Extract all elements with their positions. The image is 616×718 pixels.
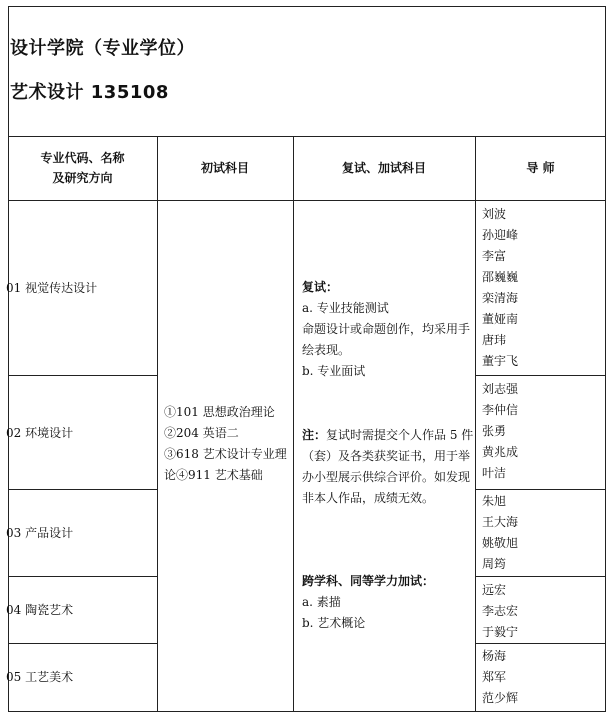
school-title: 设计学院（专业学位） bbox=[10, 38, 195, 59]
exam-line: ①101 思想政治理论 bbox=[164, 405, 275, 419]
dir-row-divider bbox=[8, 643, 157, 644]
header-code-line1: 专业代码、名称 bbox=[40, 151, 125, 165]
note-line: 复试时需提交个人作品 5 件 bbox=[326, 428, 474, 442]
program-title: 艺术设计 135108 bbox=[10, 82, 169, 103]
tutor-name: 栾清海 bbox=[482, 291, 519, 305]
tutor-name: 郑军 bbox=[482, 670, 507, 684]
header-code-line2: 及研究方向 bbox=[52, 171, 113, 185]
retest-item: 绘表现。 bbox=[302, 343, 351, 357]
exam-line: 论④911 艺术基础 bbox=[164, 468, 263, 482]
header-code bbox=[8, 148, 157, 188]
dir-row-divider bbox=[8, 576, 157, 577]
tutor-name: 于毅宁 bbox=[482, 625, 519, 639]
tutor-row-divider bbox=[475, 643, 606, 644]
tutor-name: 邵巍巍 bbox=[482, 270, 519, 284]
tutor-list-1 bbox=[482, 204, 518, 372]
tutor-name: 孙迎峰 bbox=[482, 228, 519, 242]
tutor-list-3 bbox=[482, 491, 518, 575]
tutor-list-5 bbox=[482, 646, 518, 709]
tutor-name: 范少辉 bbox=[482, 691, 519, 705]
retest-item: b. 专业面试 bbox=[302, 364, 366, 378]
tutor-list-4 bbox=[482, 580, 518, 643]
header-initial: 初试科目 bbox=[200, 161, 249, 175]
direction-cell: 05 工艺美术 bbox=[6, 670, 74, 684]
initial-exam-cell bbox=[164, 402, 292, 486]
direction-cell: 02 环境设计 bbox=[6, 426, 74, 440]
tutor-row-divider bbox=[475, 576, 606, 577]
note-line: 办小型展示供综合评价。如发现 bbox=[302, 470, 471, 484]
tutor-name: 李仲信 bbox=[482, 403, 519, 417]
dir-row-divider bbox=[8, 489, 157, 490]
extra-heading: 跨学科、同等学力加试： bbox=[302, 574, 435, 588]
retest-heading: 复试： bbox=[302, 280, 339, 294]
note-label: 注： bbox=[302, 428, 327, 442]
header-retest: 复试、加试科目 bbox=[341, 161, 426, 175]
tutor-row-divider bbox=[475, 489, 606, 490]
col-divider-1 bbox=[157, 136, 158, 712]
dir-row-divider bbox=[8, 375, 157, 376]
tutor-name: 王大海 bbox=[482, 515, 519, 529]
tutor-name: 黄兆成 bbox=[482, 445, 519, 459]
col-divider-3 bbox=[475, 136, 476, 712]
header-tutor: 导 师 bbox=[526, 161, 555, 175]
tutor-name: 朱旭 bbox=[482, 494, 507, 508]
retest-item: 命题设计或命题创作，均采用手 bbox=[302, 322, 471, 336]
extra-item: b. 艺术概论 bbox=[302, 616, 366, 630]
table-top-border bbox=[8, 136, 606, 137]
tutor-name: 远宏 bbox=[482, 583, 507, 597]
tutor-name: 叶洁 bbox=[482, 466, 507, 480]
note-line: 非本人作品，成绩无效。 bbox=[302, 491, 435, 505]
direction-cell: 01 视觉传达设计 bbox=[6, 281, 98, 295]
tutor-name: 张勇 bbox=[482, 424, 507, 438]
direction-cell: 03 产品设计 bbox=[6, 526, 74, 540]
direction-cell: 04 陶瓷艺术 bbox=[6, 603, 74, 617]
col-divider-2 bbox=[293, 136, 294, 712]
tutor-name: 杨海 bbox=[482, 649, 507, 663]
note-line: （套）及各类获奖证书，用于举 bbox=[302, 449, 471, 463]
exam-line: ③618 艺术设计专业理 bbox=[164, 447, 287, 461]
tutor-list-2 bbox=[482, 379, 518, 484]
extra-exam-block bbox=[302, 571, 474, 634]
tutor-name: 董宇飞 bbox=[482, 354, 519, 368]
tutor-name: 李志宏 bbox=[482, 604, 519, 618]
header-bottom-border bbox=[8, 200, 606, 201]
exam-line: ②204 英语二 bbox=[164, 426, 239, 440]
tutor-name: 刘志强 bbox=[482, 382, 519, 396]
tutor-name: 董娅南 bbox=[482, 312, 519, 326]
retest-item: a. 专业技能测试 bbox=[302, 301, 389, 315]
tutor-name: 姚敬旭 bbox=[482, 536, 519, 550]
extra-item: a. 素描 bbox=[302, 595, 341, 609]
tutor-name: 李富 bbox=[482, 249, 507, 263]
tutor-row-divider bbox=[475, 375, 606, 376]
tutor-name: 周筠 bbox=[482, 557, 507, 571]
retest-note bbox=[302, 425, 474, 509]
retest-block bbox=[302, 277, 474, 382]
tutor-name: 刘波 bbox=[482, 207, 507, 221]
tutor-name: 唐玮 bbox=[482, 333, 507, 347]
